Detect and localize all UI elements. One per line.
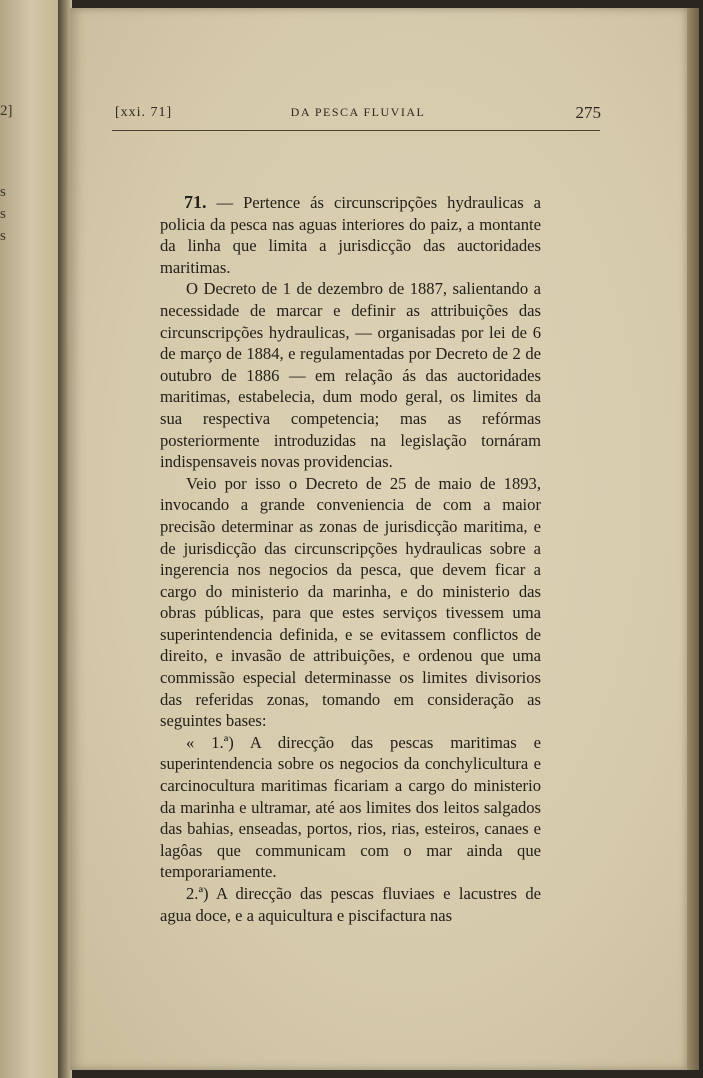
running-head: [115, 105, 601, 127]
paragraph-71: [160, 192, 541, 278]
paragraph-number: 71.: [184, 192, 207, 212]
paragraph-text: — Pertence ás circunscripções hydraulicas a policia da pesca nas aguas interiores do paiz, a montante da linha que limita a jurisdicção das auctoridades maritimas.: [160, 193, 541, 277]
facing-page-fragment: 2]: [0, 103, 13, 119]
header-rule: [112, 130, 600, 131]
body-text: [160, 192, 541, 926]
page-number: 275: [575, 103, 601, 122]
facing-page-fragment: s: [0, 206, 6, 222]
facing-page-fragment: s: [0, 228, 6, 244]
page-title: DA PESCA FLUVIAL: [290, 105, 426, 119]
section-reference: [xxi. 71]: [115, 105, 173, 120]
page-edge: [687, 8, 699, 1070]
paragraph-base-2: 2.ª) A direcção das pescas fluviaes e lacustres de agua doce, e a aquicultura e piscifactura nas: [160, 884, 541, 925]
facing-page: [0, 0, 63, 1078]
book-page: [70, 8, 687, 1070]
paragraph: O Decreto de 1 de dezembro de 1887, salientando a necessidade de marcar e definir as attribuições das circunscripções hydraulicas, — organisadas por lei de 6 de março de 1884, e regulamentadas por Decreto de 2 de outubro de 1886 — em relação ás das auctoridades maritimas, estabelecia, dum modo geral, os limites da sua respectiva competencia; mas as refórmas posteriormente introduzidas na legislação tornáram indispensaveis novas providencias.: [160, 279, 541, 472]
paragraph: Veio por isso o Decreto de 25 de maio de 1893, invocando a grande conveniencia de com a maior precisão determinar as zonas de jurisdicção maritima, e de jurisdicção das circunscripções hydraulicas sobre a ingerencia nos negocios da pesca, que devem ficar a cargo do ministerio da marinha, e do ministerio das obras públicas, para que estes serviços tivessem uma superintendencia definida, e se evitassem conflictos de direito, e invasão de attribuições, e ordenou que uma commissão especial determinasse os limites divisorios das referidas zonas, tomando em consideração as seguintes bases:: [160, 473, 541, 731]
paragraph-base-1: « 1.ª) A direcção das pescas maritimas e superintendencia sobre os negocios da conchylicultura e carcinocultura maritimas ficariam a cargo do ministerio da marinha e ultramar, até aos limites dos leitos salgados das bahias, enseadas, portos, rios, rias, esteiros, canaes e lagôas que communicam com o mar ainda que temporariamente.: [160, 732, 541, 882]
facing-page-fragment: s: [0, 184, 6, 200]
